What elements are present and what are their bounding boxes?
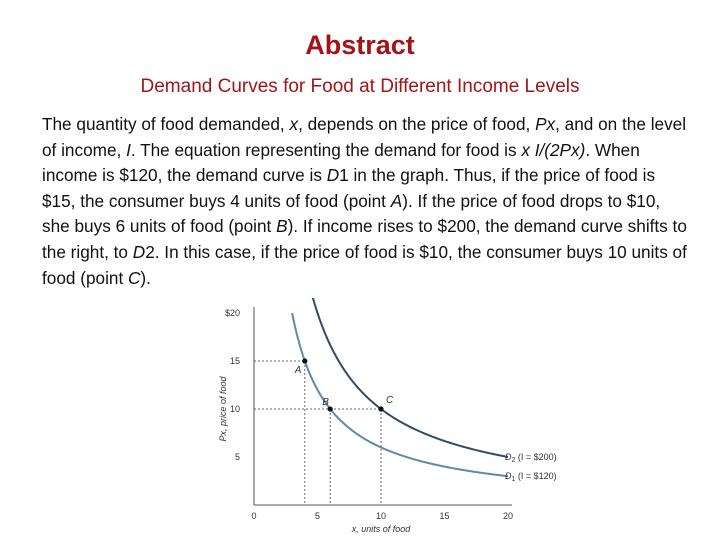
- point-marker: [302, 358, 307, 363]
- demand-chart-svg: [196, 298, 566, 534]
- body-run: ). If income rises to $200, the demand curve shifts to the right, to: [42, 216, 687, 262]
- slide-subtitle: Demand Curves for Food at Different Income Levels: [140, 76, 580, 97]
- demand-curve-1: [292, 313, 508, 476]
- body-run: ). If the price of food drops to $10, she buys 6 units of food (point: [42, 190, 661, 237]
- body-run: ).: [140, 267, 151, 288]
- tick-labels: [218, 308, 513, 534]
- y-tick-label: 15: [229, 356, 240, 366]
- body-run: D: [326, 165, 340, 186]
- body-run: C: [128, 267, 141, 288]
- point-label: B: [322, 397, 329, 408]
- body-run: x I/(2Px): [521, 139, 586, 160]
- y-tick-label: 5: [234, 452, 240, 462]
- point-label: C: [386, 395, 394, 406]
- slide-title: Abstract: [305, 30, 415, 60]
- y-axis-label: Px, price of food: [218, 376, 228, 442]
- x-tick-label: 20: [502, 511, 514, 521]
- body-run: . When income is $120, the demand curve is: [42, 139, 640, 186]
- body-run: . The equation representing the demand for food is: [130, 139, 522, 160]
- y-tick-label: $20: [224, 308, 240, 318]
- x-axis-label: x, units of food: [351, 524, 411, 534]
- body-run: The quantity of food demanded,: [42, 114, 290, 134]
- body-paragraph: [42, 112, 692, 291]
- body-run: 2. In this case, if the price of food is $10, the consumer buys 10 units of food (point: [42, 241, 687, 288]
- point-label: A: [294, 365, 302, 376]
- demand-curves: [292, 298, 508, 476]
- demand-chart: [196, 298, 566, 534]
- x-tick-label: 0: [251, 511, 257, 521]
- body-run: , depends on the price of food,: [298, 114, 536, 134]
- body-run: A: [390, 190, 403, 211]
- body-run: D: [132, 241, 146, 262]
- curve-label: $D_2$ (I = $200): [505, 452, 557, 464]
- point-marker: [378, 406, 383, 411]
- body-run: , and on the level of income,: [42, 114, 687, 160]
- body-run: B: [276, 216, 288, 237]
- body-run: x: [289, 114, 299, 134]
- axes: [254, 307, 512, 505]
- body-run: Px: [535, 114, 556, 134]
- guide-lines: [254, 361, 381, 505]
- demand-curve-2: [307, 298, 508, 457]
- curve-labels: [505, 452, 557, 483]
- body-run: 1 in the graph. Thus, if the price of food is $15, the consumer buys 4 units of food (point: [42, 165, 656, 211]
- x-tick-label: 15: [439, 511, 450, 521]
- x-tick-label: 10: [375, 511, 387, 521]
- y-tick-label: 10: [229, 404, 240, 414]
- chart-points: [294, 358, 394, 411]
- curve-label: $D_1$ (I = $120): [505, 471, 557, 484]
- x-tick-label: 5: [314, 511, 321, 521]
- body-run: I: [126, 139, 131, 160]
